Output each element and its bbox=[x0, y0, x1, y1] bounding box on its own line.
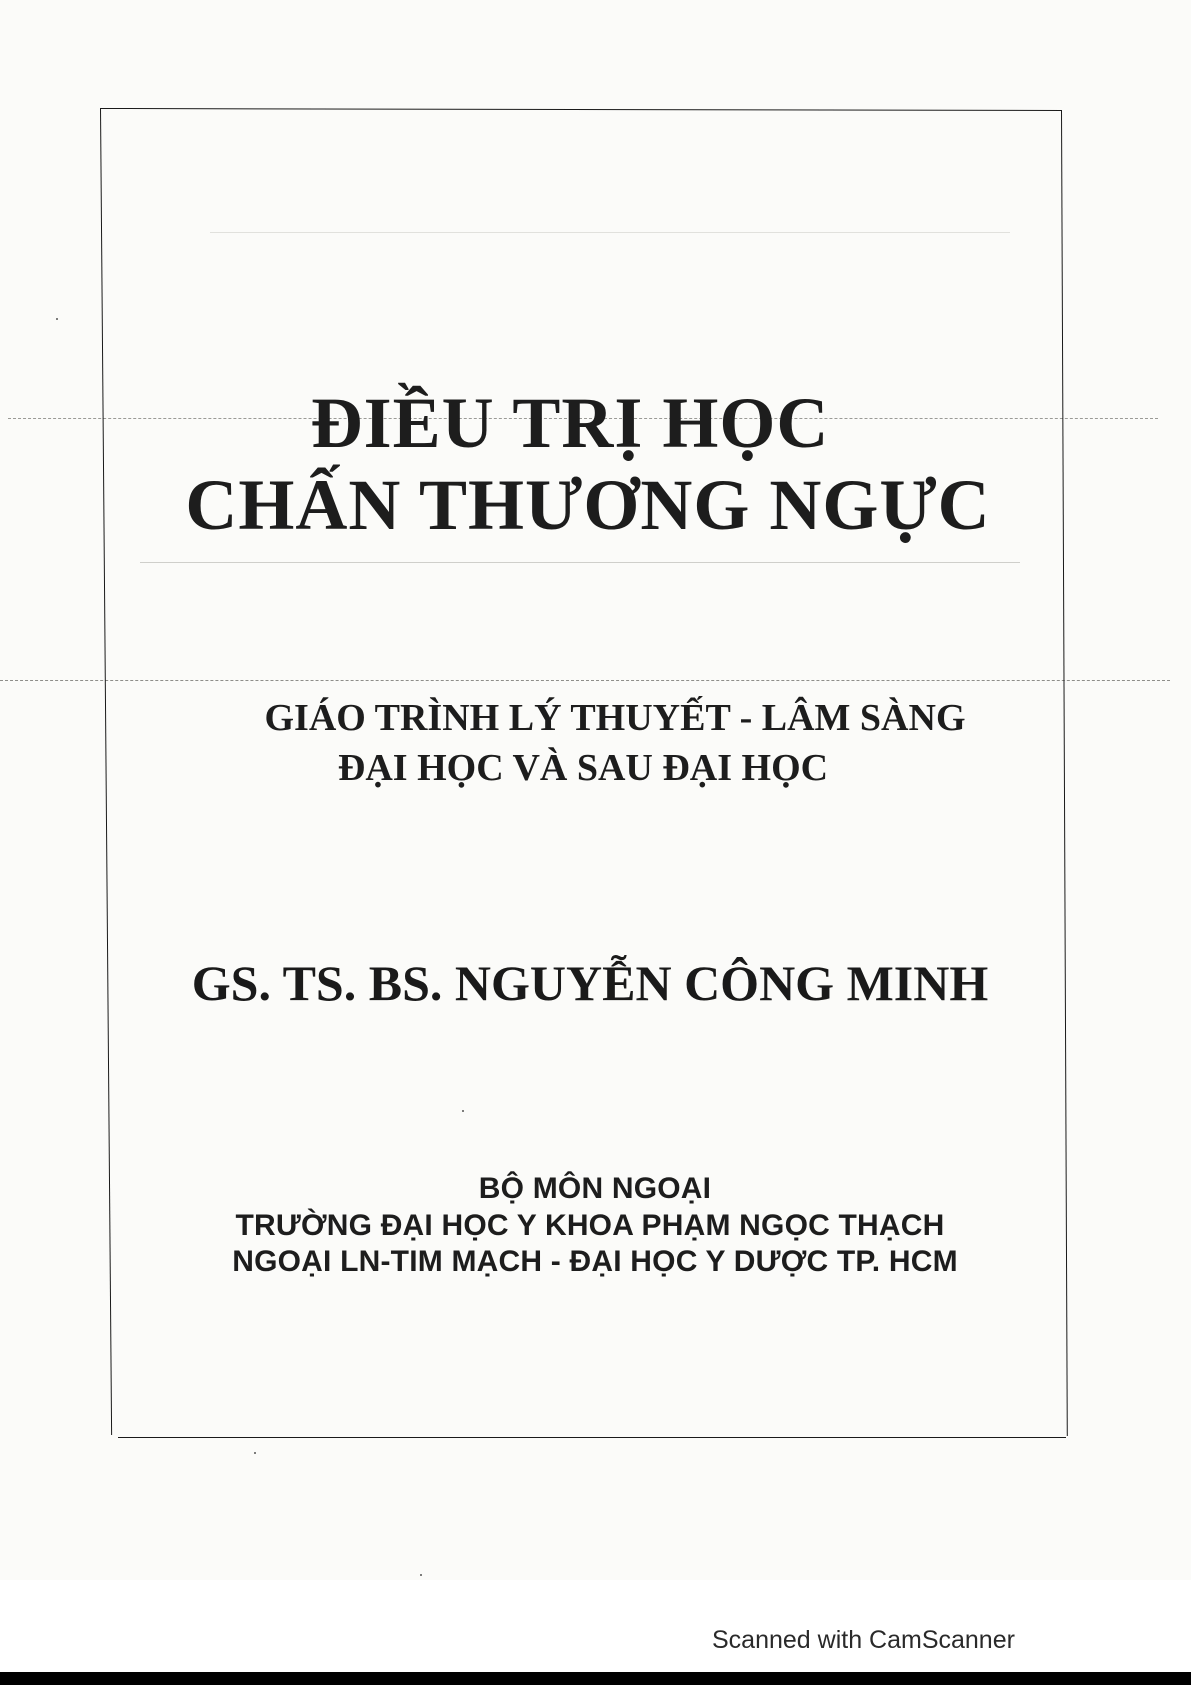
frame-border-bottom bbox=[118, 1437, 1066, 1438]
affiliation-university: TRƯỜNG ĐẠI HỌC Y KHOA PHẠM NGỌC THẠCH bbox=[235, 1209, 945, 1242]
book-title-line-2: CHẤN THƯƠNG NGỰC bbox=[185, 465, 991, 545]
book-subtitle-line-2: ĐẠI HỌC VÀ SAU ĐẠI HỌC bbox=[337, 747, 829, 789]
scan-bottom-edge bbox=[0, 1672, 1191, 1685]
scan-speck bbox=[420, 1574, 422, 1576]
scanner-watermark: Scanned with CamScanner bbox=[712, 1626, 1015, 1654]
frame-border-left bbox=[100, 108, 112, 1435]
affiliation-faculty: NGOẠI LN-TIM MẠCH - ĐẠI HỌC Y DƯỢC TP. HCM bbox=[232, 1245, 958, 1278]
book-title-line-1: ĐIỀU TRỊ HỌC bbox=[310, 383, 830, 463]
bleed-through-line bbox=[210, 232, 1010, 233]
scan-speck bbox=[56, 318, 58, 320]
author-name: GS. TS. BS. NGUYỄN CÔNG MINH bbox=[191, 955, 989, 1011]
affiliation-department: BỘ MÔN NGOẠI bbox=[478, 1172, 712, 1205]
book-subtitle-line-1: GIÁO TRÌNH LÝ THUYẾT - LÂM SÀNG bbox=[264, 697, 966, 739]
scan-speck bbox=[254, 1452, 256, 1454]
fold-line bbox=[0, 680, 1170, 681]
frame-border-right bbox=[1061, 110, 1068, 1436]
scan-speck bbox=[462, 1110, 464, 1112]
frame-border-top bbox=[100, 108, 1062, 111]
bleed-through-line bbox=[140, 562, 1020, 563]
